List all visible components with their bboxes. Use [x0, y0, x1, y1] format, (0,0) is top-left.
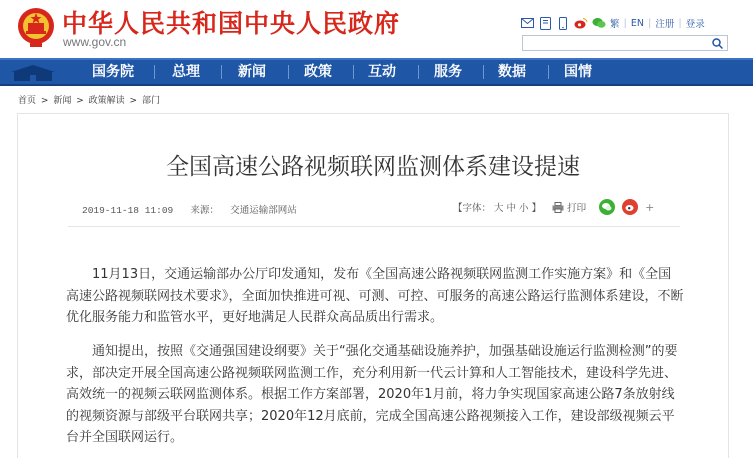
print-icon[interactable] — [552, 202, 564, 213]
font-size-medium[interactable]: 中 — [506, 203, 517, 214]
print-button[interactable]: 打印 — [567, 203, 587, 214]
nav-item-policy[interactable]: 政策 — [304, 64, 332, 80]
article-title: 全国高速公路视频联网监测体系建设提速 — [166, 154, 580, 180]
nav-item-data[interactable]: 数据 — [498, 64, 526, 80]
breadcrumb-separator: > — [76, 96, 84, 106]
breadcrumb-news[interactable]: 新闻 — [53, 96, 72, 106]
link-english[interactable]: EN — [630, 17, 644, 29]
article-source[interactable]: 交通运输部网站 — [230, 205, 297, 216]
search-input[interactable] — [523, 42, 711, 56]
link-traditional[interactable]: 繁 — [610, 19, 620, 30]
font-size-small[interactable]: 小 — [519, 203, 529, 214]
wechat-share-icon[interactable] — [599, 199, 615, 215]
weibo-share-icon[interactable] — [622, 199, 638, 215]
divider — [154, 65, 155, 79]
nav-item-services[interactable]: 服务 — [434, 64, 462, 80]
font-size-label: 【字体： — [453, 203, 492, 214]
top-toolbar — [520, 14, 705, 32]
divider: | — [648, 17, 652, 29]
breadcrumb-policy-interpretation[interactable]: 政策解读 — [88, 96, 125, 106]
link-register[interactable]: 注册 — [655, 19, 675, 30]
link-login[interactable]: 登录 — [685, 19, 705, 30]
breadcrumb-home[interactable]: 首页 — [18, 96, 37, 106]
mobile-icon[interactable] — [556, 16, 570, 30]
home-gate-icon[interactable] — [0, 60, 66, 84]
breadcrumb-departments[interactable]: 部门 — [141, 96, 160, 106]
article-tools — [453, 199, 654, 215]
nav-item-national-profile[interactable]: 国情 — [564, 64, 592, 80]
wechat-icon[interactable] — [592, 16, 606, 30]
site-title[interactable]: 中华人民共和国中央人民政府 — [62, 9, 401, 38]
site-header — [0, 0, 753, 56]
tablet-icon[interactable] — [538, 16, 552, 30]
divider: | — [678, 17, 682, 29]
font-size-large[interactable]: 大 — [494, 203, 504, 214]
breadcrumb-separator: > — [40, 96, 49, 106]
divider: | — [623, 17, 627, 29]
weibo-icon[interactable] — [574, 16, 588, 30]
article-paragraph: 11月13日，交通运输部办公厅印发通知，发布《全国高速公路视频联网监测工作实施方案》和《全国高速公路视频联网技术要求》，全面加快推进可视、可测、可控、可服务的高速公路运行监测体系建设，不断优化服务能力和监管水平，更好地满足人民群众高品质出行需求。 — [66, 267, 684, 325]
source-label: 来源： — [190, 205, 219, 216]
search-box — [522, 35, 728, 51]
article-container — [17, 113, 729, 458]
article-meta — [82, 202, 297, 216]
font-size-close: 】 — [531, 203, 542, 214]
article-date: 2019-11-18 11:09 — [82, 205, 174, 216]
search-icon[interactable] — [707, 36, 727, 50]
site-url[interactable]: www.gov.cn — [63, 35, 127, 49]
breadcrumb-separator: > — [129, 96, 138, 106]
article-paragraph: 通知提出，按照《交通强国建设纲要》关于“强化交通基础设施养护，加强基础设施运行监测检测”的要求，部决定开展全国高速公路视频联网监测工作，充分利用新一代云计算和人工智能技术，建设科学先进、高效统一的视频云联网监测体系。根据工作方案部署，2020年1月前，将力争实现国家高速公路7条放射线的视频资源与部级平台联网共享；2020年12月底前，完成全国高速公路视频接入工作，建设部级视频云平台并全国联网运行。 — [66, 344, 678, 445]
mail-icon[interactable] — [520, 16, 534, 30]
nav-item-news[interactable]: 新闻 — [238, 64, 266, 80]
nav-item-state-council[interactable]: 国务院 — [92, 64, 134, 80]
divider — [68, 226, 680, 227]
nav-item-premier[interactable]: 总理 — [172, 64, 200, 80]
nav-item-interaction[interactable]: 互动 — [368, 64, 396, 80]
breadcrumb — [18, 93, 162, 106]
national-emblem-icon[interactable] — [16, 6, 56, 48]
main-navbar — [0, 58, 753, 86]
more-share-icon[interactable]: + — [645, 200, 655, 214]
